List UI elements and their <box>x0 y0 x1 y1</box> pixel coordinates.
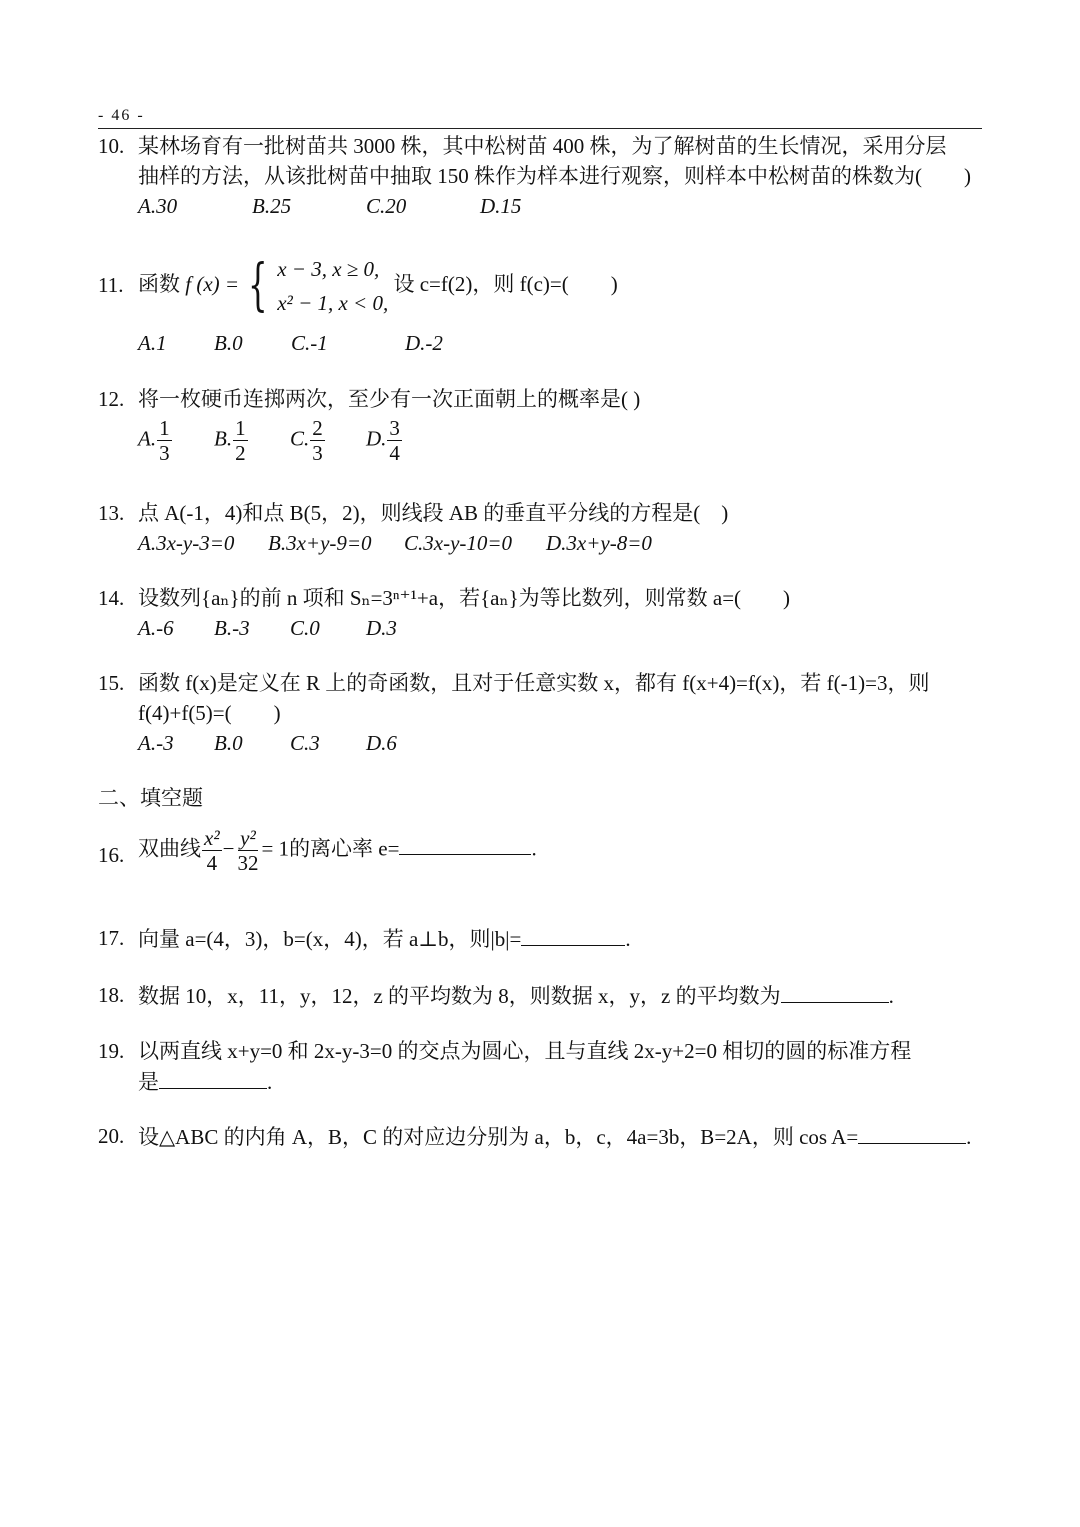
denominator: 4 <box>389 441 400 465</box>
period: . <box>888 984 894 1008</box>
question-number: 16. <box>98 843 125 867</box>
numerator: x² <box>204 826 220 850</box>
question-text: 的离心率 e= <box>289 836 400 861</box>
option-d: D.15 <box>480 194 522 218</box>
option-b: B.25 <box>252 194 292 218</box>
question-text: 数据 10，x，11，y，12，z 的平均数为 8，则数据 x，y，z 的平均数为 <box>138 984 781 1008</box>
question-11-options <box>98 328 984 358</box>
function-name: f (x) = <box>185 271 240 296</box>
question-number: 18. <box>98 983 125 1007</box>
minus-sign: − <box>222 836 235 861</box>
period: . <box>531 836 537 861</box>
question-12 <box>98 384 984 465</box>
option-d: D.3x+y-8=0 <box>546 531 652 555</box>
page-header <box>98 106 982 129</box>
option-a: A.-6 <box>138 616 174 640</box>
option-label: A. <box>138 426 157 451</box>
question-18 <box>98 980 984 1011</box>
option-c: C.-1 <box>291 331 328 355</box>
question-text: f(4)+f(5)=( ) <box>138 701 281 725</box>
question-number: 15. <box>98 671 125 695</box>
option-label: D. <box>366 426 387 451</box>
question-text: 点 A(-1，4)和点 B(5，2)，则线段 AB 的垂直平分线的方程是( ) <box>138 501 729 525</box>
fraction <box>310 416 325 465</box>
denominator: 32 <box>237 851 259 875</box>
question-text: 函数 <box>138 271 180 296</box>
question-text: 以两直线 x+y=0 和 2x-y-3=0 的交点为圆心，且与直线 2x-y+2=0 相切的圆的标准方程 <box>138 1039 912 1063</box>
fraction <box>233 416 248 465</box>
period: . <box>267 1070 273 1094</box>
options <box>138 613 984 643</box>
option-a: A.3x-y-3=0 <box>138 531 235 555</box>
fraction <box>387 416 402 465</box>
question-20 <box>98 1121 984 1152</box>
numerator: 1 <box>235 416 246 440</box>
options <box>138 328 984 358</box>
answer-blank[interactable] <box>399 832 531 855</box>
option-d: D.-2 <box>405 331 443 355</box>
question-text: 双曲线 <box>138 836 201 861</box>
question-number: 12. <box>98 387 125 411</box>
piecewise-cases <box>277 252 388 320</box>
option-b: B.3x+y-9=0 <box>268 531 372 555</box>
question-number: 14. <box>98 586 125 610</box>
options <box>138 728 984 758</box>
case-1: x − 3, x ≥ 0, <box>277 257 380 281</box>
case-2: x² − 1, x < 0, <box>277 291 389 315</box>
question-19 <box>98 1036 984 1097</box>
fraction-y <box>235 826 260 875</box>
period: . <box>966 1125 972 1149</box>
question-text: 抽样的方法，从该批树苗中抽取 150 株作为样本进行观察，则样本中松树苗的株数为( ) <box>138 164 971 188</box>
answer-blank[interactable] <box>781 980 889 1003</box>
question-10 <box>98 131 984 221</box>
option-c: C.3x-y-10=0 <box>404 531 513 555</box>
question-text: 是 <box>138 1070 159 1094</box>
question-11 <box>98 252 984 320</box>
question-number: 11. <box>98 273 124 297</box>
question-text: 设数列{aₙ}的前 n 项和 Sₙ=3ⁿ⁺¹+a，若{aₙ}为等比数列，则常数 a=( ) <box>138 586 791 610</box>
option-a: A.-3 <box>138 731 174 755</box>
question-text: 函数 f(x)是定义在 R 上的奇函数，且对于任意实数 x，都有 f(x+4)=f(x)，若 f(-1)=3，则 <box>138 671 930 695</box>
fraction-x <box>202 826 222 875</box>
page-number: - 46 - <box>98 107 145 124</box>
answer-blank[interactable] <box>858 1121 966 1144</box>
question-number: 13. <box>98 501 125 525</box>
section-title: 二、填空题 <box>98 786 203 810</box>
question-text: 某林场育有一批树苗共 3000 株，其中松树苗 400 株，为了解树苗的生长情况，采用分层 <box>138 134 947 158</box>
question-text: 设 c=f(2)，则 f(c)=( ) <box>393 271 618 296</box>
option-b: B.0 <box>214 731 243 755</box>
denominator: 3 <box>159 441 170 465</box>
option-c: C.0 <box>290 616 320 640</box>
numerator: 3 <box>389 416 400 440</box>
question-number: 19. <box>98 1039 125 1063</box>
equals-one: = 1 <box>261 836 290 861</box>
answer-blank[interactable] <box>159 1066 267 1089</box>
option-d <box>366 416 403 465</box>
question-15 <box>98 668 984 758</box>
option-d: D.3 <box>366 616 397 640</box>
numerator: 2 <box>312 416 323 440</box>
option-a: A.1 <box>138 331 167 355</box>
denominator: 2 <box>235 441 246 465</box>
question-text: 设△ABC 的内角 A，B，C 的对应边分别为 a，b，c，4a=3b，B=2A，则 cos A= <box>138 1125 859 1149</box>
period: . <box>625 927 631 951</box>
question-14 <box>98 583 984 643</box>
denominator: 3 <box>312 441 323 465</box>
option-b: B.-3 <box>214 616 250 640</box>
option-c <box>290 416 366 465</box>
options <box>138 416 984 465</box>
answer-blank[interactable] <box>521 923 625 946</box>
option-label: C. <box>290 426 310 451</box>
question-16 <box>98 826 984 875</box>
option-b: B.0 <box>214 331 243 355</box>
option-c: C.20 <box>366 194 407 218</box>
question-17 <box>98 923 984 954</box>
question-number: 20. <box>98 1124 125 1148</box>
option-a: A.30 <box>138 194 178 218</box>
option-label: B. <box>214 426 233 451</box>
numerator: y² <box>240 826 256 850</box>
question-number: 10. <box>98 134 125 158</box>
question-text: 向量 a=(4，3)，b=(x，4)，若 a⊥b，则|b|= <box>138 927 522 951</box>
numerator: 1 <box>159 416 170 440</box>
question-13 <box>98 498 984 558</box>
option-b <box>214 416 290 465</box>
denominator: 4 <box>206 851 218 875</box>
left-brace: { <box>248 253 268 318</box>
option-d: D.6 <box>366 731 397 755</box>
fraction <box>157 416 172 465</box>
options <box>138 191 984 221</box>
question-text: 将一枚硬币连掷两次，至少有一次正面朝上的概率是( ) <box>138 387 641 411</box>
question-number: 17. <box>98 926 125 950</box>
option-a <box>138 416 214 465</box>
options <box>138 528 984 558</box>
option-c: C.3 <box>290 731 320 755</box>
